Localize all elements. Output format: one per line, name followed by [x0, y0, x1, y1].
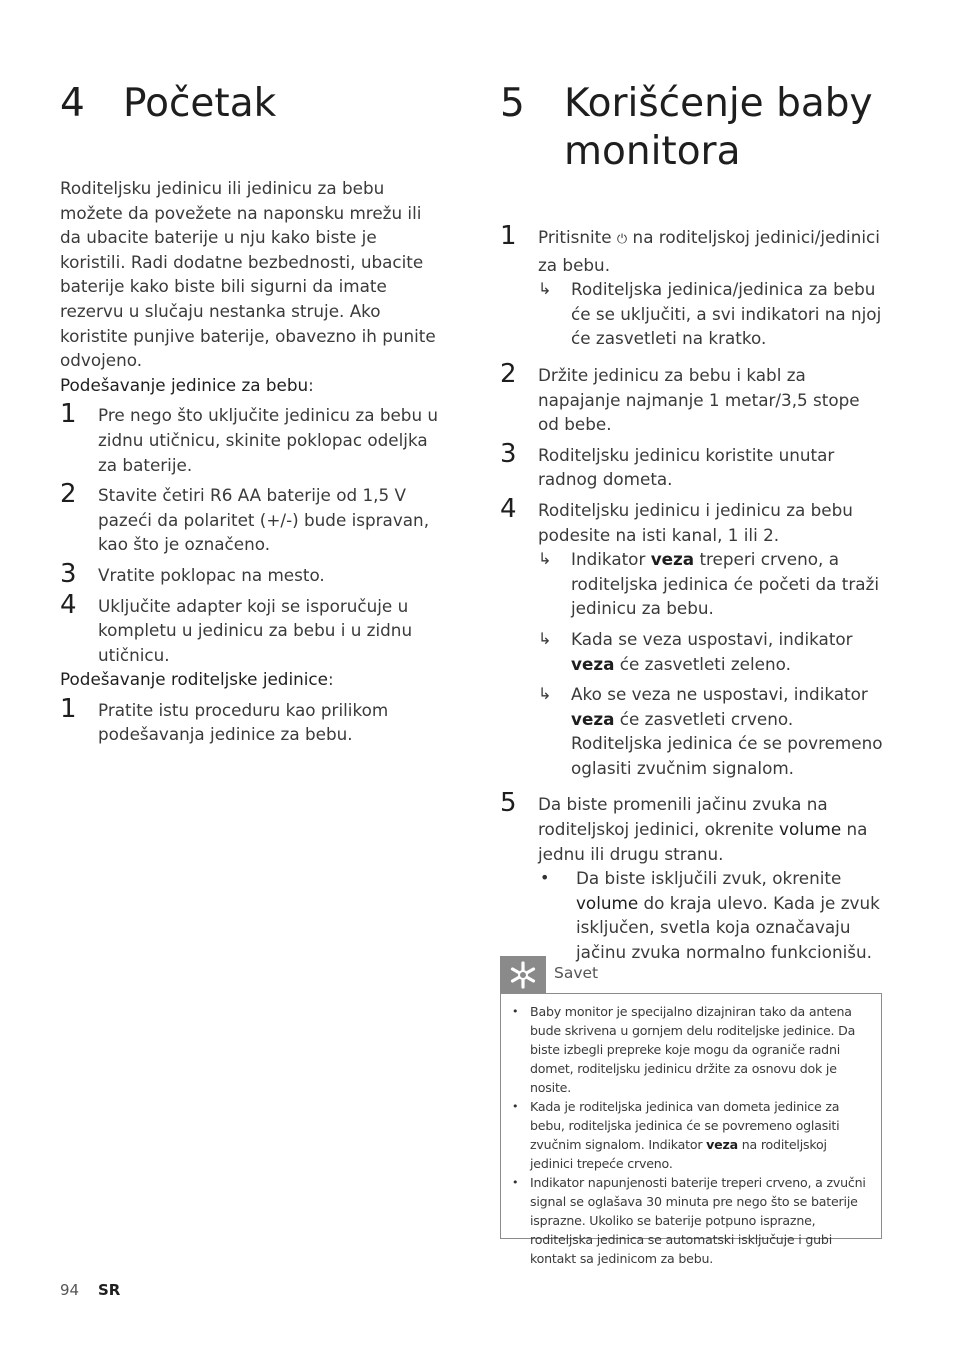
result-text-part: Ako se veza ne uspostavi, indikator — [571, 684, 868, 705]
section-title-line-2: monitora — [564, 129, 741, 174]
result-item — [538, 682, 885, 780]
step-text: Pratite istu proceduru kao prilikom podešavanja jedinice za bebu. — [98, 699, 389, 745]
step-text-part: na roditeljskoj jedinici/jedinici za bebu. — [538, 227, 880, 275]
result-arrow-icon: ↳ — [538, 684, 552, 704]
tip-header — [500, 956, 884, 994]
step-text: Vratite poklopac na mesto. — [98, 564, 325, 585]
usage-step-4 — [500, 493, 885, 781]
result-arrow-icon: ↳ — [538, 549, 552, 569]
power-icon: ⏻ — [616, 232, 628, 247]
step-text: Pre nego što uključite jedinicu za bebu u zidnu utičnicu, skinite poklopac odeljka za baterije. — [98, 405, 439, 475]
keyword: veza — [706, 1137, 738, 1152]
bullet-icon: • — [512, 1100, 519, 1113]
section-4-heading — [60, 80, 450, 128]
baby-step-1 — [60, 399, 445, 477]
bullet-icon: • — [512, 1005, 519, 1018]
result-text-part: treperi crveno, a roditeljska jedinica će početi da traži jedinicu za bebu. — [571, 549, 880, 619]
step-text-part: na jednu ili drugu stranu. — [538, 819, 868, 864]
usage-step-3 — [500, 438, 885, 492]
tip-text — [530, 1097, 873, 1173]
result-item — [538, 627, 885, 676]
result-text-part: će zasvetleti zeleno. — [614, 653, 791, 674]
colon: : — [308, 374, 314, 395]
tip-box — [500, 993, 882, 1266]
keyword: volume — [779, 819, 842, 840]
step-number: 1 — [60, 399, 77, 430]
result-item — [538, 547, 885, 621]
step-text-part: Pritisnite — [538, 227, 617, 247]
tip-item — [511, 1173, 873, 1268]
section-title: Početak — [123, 81, 277, 126]
usage-step-5 — [500, 788, 885, 964]
section-number: 5 — [500, 81, 525, 126]
intro-paragraph: Roditeljsku jedinicu ili jedinicu za bebu možete da povežete na naponsku mrežu ili da ubacite baterije u nju kako biste je koristili. Radi dodatne bezbednosti, ubacite baterije kako biste bili sigurni da imate rezervu u slučaju nestanka struje. Ako koristite punjive baterije, obavezno ih punite odvojeno. — [60, 178, 436, 371]
parent-unit-subheading — [60, 667, 445, 692]
step-text: Držite jedinicu za bebu i kabl za napajanje najmanje 1 metar/3,5 stope od bebe. — [538, 364, 860, 435]
keyword: volume — [576, 892, 639, 913]
step-text: Stavite četiri R6 AA baterije od 1,5 V pazeći da polaritet (+/-) bude ispravan, kao što je označeno. — [98, 485, 430, 555]
baby-step-2 — [60, 479, 445, 557]
step-number: 4 — [60, 589, 77, 620]
language-code: SR — [98, 1281, 121, 1299]
left-body — [60, 176, 445, 747]
step-text — [538, 225, 885, 277]
step-text-part: Da biste promenili jačinu zvuka na roditeljskoj jedinici, okrenite — [538, 794, 828, 840]
parent-step-1 — [60, 693, 445, 747]
bullet-icon: • — [540, 868, 550, 888]
step-number: 1 — [60, 693, 77, 724]
section-5-heading — [500, 80, 885, 176]
parent-unit-heading-text: Podešavanje roditeljske jedinice — [60, 669, 328, 690]
step-number: 5 — [500, 788, 517, 819]
section-title-line-1: Korišćenje baby — [564, 81, 873, 126]
tip-item — [511, 1002, 873, 1097]
result-text-part: Indikator — [571, 549, 651, 570]
step-number: 1 — [500, 221, 517, 251]
usage-step-1 — [500, 221, 885, 351]
step-number: 2 — [500, 358, 517, 389]
usage-step-2 — [500, 358, 885, 437]
step-number: 4 — [500, 493, 517, 524]
tip-text: Baby monitor je specijalno dizajniran tako da antena bude skrivena u gornjem delu roditeljske jedinice. Da biste izbegli prepreke koje mogu da ograniče radni domet, roditeljsku jedinicu držite za osnovu dok je nosite. — [530, 1004, 856, 1095]
result-text: Roditeljska jedinica/jedinica za bebu će se uključiti, a svi indikatori na njoj će zasvetleti na kratko. — [571, 279, 882, 349]
text-part: Da biste isključili zvuk, okrenite — [576, 868, 842, 889]
text-part: na roditeljskoj jedinici trepeće crveno. — [530, 1137, 827, 1171]
sub-bullet-text — [576, 866, 885, 964]
step-number: 2 — [60, 479, 77, 510]
result-text — [571, 682, 885, 780]
page-footer — [60, 1281, 120, 1299]
step-text: Roditeljsku jedinicu koristite unutar radnog dometa. — [538, 444, 835, 490]
step-number: 3 — [60, 558, 77, 589]
tip-text: Indikator napunjenosti baterije treperi crveno, a zvučni signal se oglašava 30 minuta pre nego što se baterije isprazne. Ukoliko se baterije potpuno isprazne, roditeljska jedinica se automatski isključuje i gubi kontakt sa jedinicom za bebu. — [530, 1175, 866, 1266]
baby-unit-subheading — [60, 373, 445, 398]
step-number: 3 — [500, 438, 517, 469]
tip-asterisk-icon — [500, 956, 546, 994]
keyword: veza — [571, 708, 615, 729]
sub-bullet-item — [538, 866, 885, 964]
tip-item — [511, 1097, 873, 1173]
text-part: do kraja ulevo. Kada je zvuk isključen, svetla koja označavaju jačinu zvuka normalno funkcionišu. — [576, 892, 880, 963]
result-text-part: će zasvetleti crveno. Roditeljska jedinica će se povremeno oglasiti zvučnim signalom. — [571, 708, 883, 778]
bullet-icon: • — [512, 1176, 519, 1189]
step-text: Uključite adapter koji se isporučuje u kompletu u jedinicu za bebu i u zidnu utičnicu. — [98, 595, 413, 665]
page-number: 94 — [60, 1281, 80, 1299]
section-number: 4 — [60, 81, 85, 126]
result-text-part: Kada se veza uspostavi, indikator — [571, 628, 853, 649]
right-body — [500, 221, 885, 965]
baby-step-3 — [60, 558, 445, 589]
step-text: Roditeljsku jedinicu i jedinicu za bebu podesite na isti kanal, 1 ili 2. — [538, 499, 853, 545]
keyword: veza — [571, 653, 615, 674]
step-text — [538, 792, 885, 866]
tip-label: Savet — [554, 964, 599, 982]
result-arrow-icon: ↳ — [538, 628, 552, 648]
result-text — [571, 547, 885, 621]
colon: : — [327, 669, 334, 690]
baby-unit-heading-text: Podešavanje jedinice za bebu — [60, 374, 309, 395]
text-part: Kada je roditeljska jedinica van dometa jedinice za bebu, roditeljska jedinica će se povremeno oglasiti zvučnim signalom. Indikator — [530, 1099, 840, 1152]
result-arrow-icon: ↳ — [538, 279, 552, 299]
keyword: veza — [650, 549, 695, 570]
baby-step-4 — [60, 589, 445, 668]
result-item — [538, 277, 885, 351]
result-text — [571, 627, 885, 676]
